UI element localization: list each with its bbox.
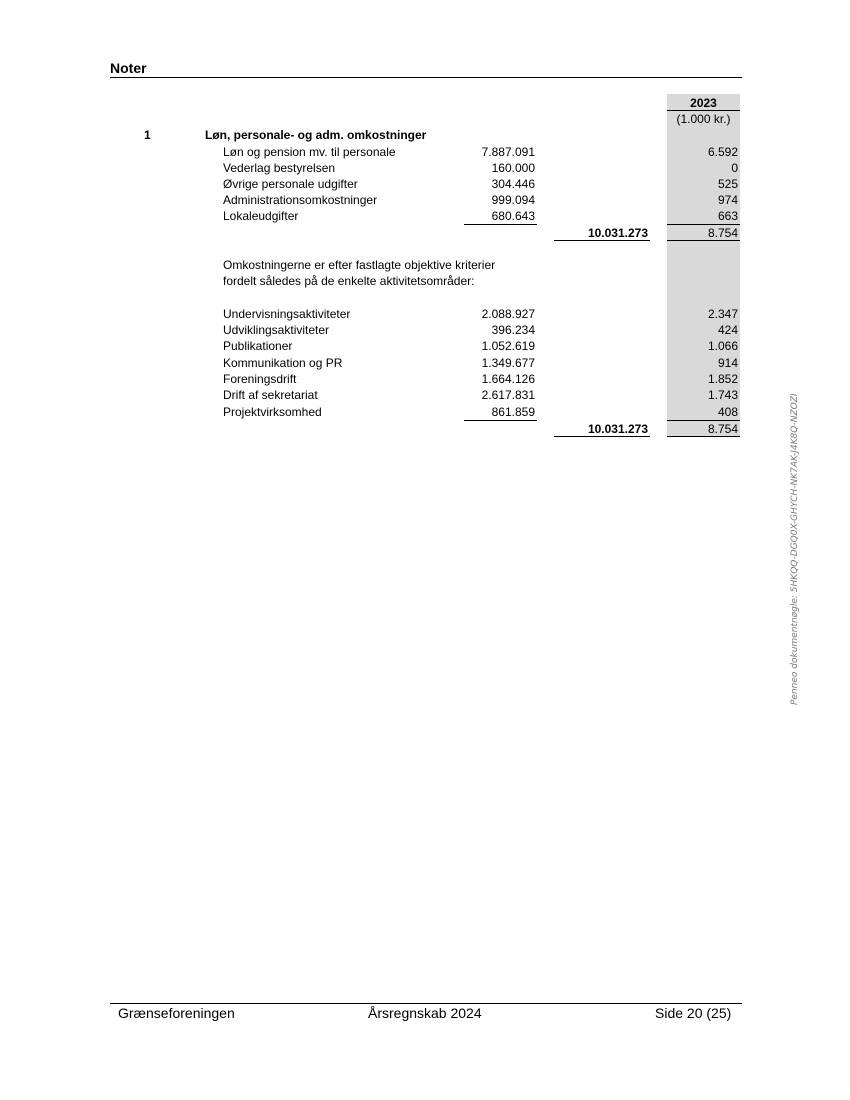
expense-current: 7.887.091 [481,145,535,159]
activity-label: Foreningsdrift [223,372,297,386]
note-number: 1 [144,128,151,142]
activities-total-prior: 8.754 [707,422,738,436]
expense-label: Vederlag bestyrelsen [223,161,336,175]
penneo-document-key: Penneo dokumentnøgle: 5HKQQ-DGQ0X-GHYCH-NK7AK-J4K8Q-NZOZI [790,393,800,705]
header-divider [110,77,742,78]
activities-total-current: 10.031.273 [587,422,648,436]
activity-prior: 914 [717,356,738,370]
year-header-underline [667,110,740,111]
footer-divider [110,1003,742,1004]
distribution-description-line2: fordelt således på de enkelte aktivitetsområder: [223,274,475,288]
activity-prior: 424 [717,323,738,337]
activity-current: 861.859 [491,405,535,419]
footer-document-title: Årsregnskab 2024 [368,1005,482,1021]
distribution-description-line1: Omkostningerne er efter fastlagte objektive kriterier [223,258,496,272]
activity-label: Drift af sekretariat [223,388,318,402]
expense-label: Løn og pension mv. til personale [223,145,396,159]
activity-current: 1.664.126 [481,372,535,386]
activity-current: 2.088.927 [481,307,535,321]
total-underline [554,436,650,437]
prior-subtotal-overline [667,420,740,421]
activity-current: 396.234 [491,323,535,337]
activity-current: 1.349.677 [481,356,535,370]
activity-prior: 1.852 [707,372,738,386]
footer-organization: Grænseforeningen [118,1005,235,1021]
activity-prior: 408 [717,405,738,419]
expenses-total-current: 10.031.273 [587,226,648,240]
expense-current: 680.643 [491,209,535,223]
expense-prior: 525 [717,177,738,191]
expense-prior: 974 [717,193,738,207]
footer-page-number: Side 20 (25) [655,1005,732,1021]
total-underline [554,240,650,241]
expense-label: Administrationsomkostninger [223,193,378,207]
page-title: Noter [110,60,147,76]
unit-label: (1.000 kr.) [676,112,731,126]
expense-current: 304.446 [491,177,535,191]
expense-prior: 663 [717,209,738,223]
activity-label: Kommunikation og PR [223,356,343,370]
prior-total-underline [667,240,740,241]
expense-current: 999.094 [491,193,535,207]
activity-label: Projektvirksomhed [223,405,322,419]
expense-prior: 6.592 [707,145,738,159]
expense-prior: 0 [731,161,738,175]
expense-label: Lokaleudgifter [223,209,299,223]
activity-prior: 1.066 [707,339,738,353]
note-title: Løn, personale- og adm. omkostninger [205,128,427,142]
activity-prior: 2.347 [707,307,738,321]
activity-current: 1.052.619 [481,339,535,353]
prior-subtotal-overline [667,224,740,225]
activity-prior: 1.743 [707,388,738,402]
subtotal-underline [464,224,537,225]
expenses-total-prior: 8.754 [707,226,738,240]
expense-current: 160.000 [491,161,535,175]
activity-label: Udviklingsaktiviteter [223,323,330,337]
prior-total-underline [667,436,740,437]
activity-label: Undervisningsaktiviteter [223,307,351,321]
prior-year-header: 2023 [690,96,717,110]
activity-current: 2.617.831 [481,388,535,402]
expense-label: Øvrige personale udgifter [223,177,358,191]
subtotal-underline [464,420,537,421]
activity-label: Publikationer [223,339,293,353]
